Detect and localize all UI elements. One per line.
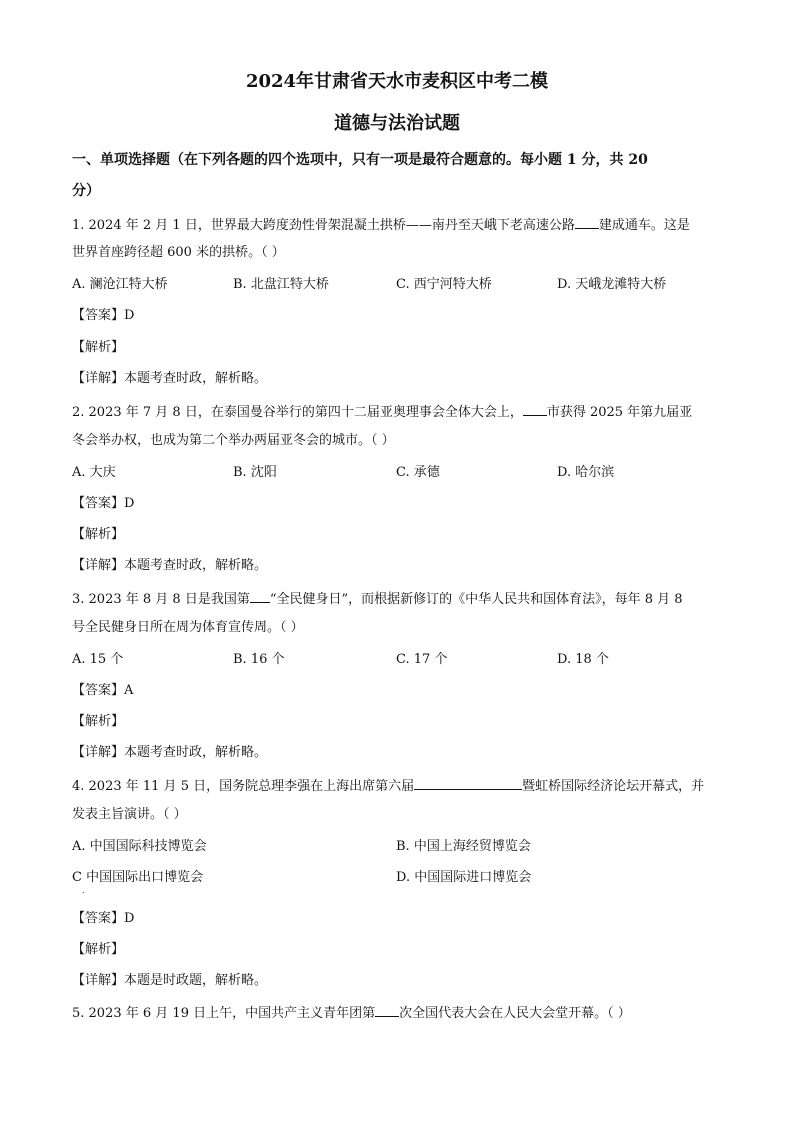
- question-4-option-c: C 中国国际出口博览会: [72, 870, 204, 885]
- question-2-option-d: D. 哈尔滨: [557, 465, 615, 480]
- question-4-answer-value: D: [124, 911, 135, 926]
- question-4-detail-text: 本题是时政题，解析略。: [124, 973, 268, 988]
- question-4-stem-line1: [72, 778, 704, 793]
- question-3-answer: [72, 684, 133, 697]
- question-3-option-d: D. 18 个: [557, 652, 609, 667]
- question-5-stem-a: 5. 2023 年 6 月 19 日上午，中国共产主义青年团第: [72, 1006, 376, 1021]
- question-2-analysis: 【解析】: [72, 527, 125, 542]
- question-3-stem-b: “全民健身日”，而根据新修订的《中华人民共和国体育法》，每年 8 月 8: [269, 592, 683, 607]
- answer-tag: 【答案】: [72, 683, 125, 698]
- detail-tag: 【详解】: [72, 973, 125, 988]
- question-1-option-a: A. 澜沧江特大桥: [72, 277, 168, 292]
- section-heading: 一、单项选择题（在下列各题的四个选项中，只有一项是最符合题意的。每小题 1 分，共 20: [72, 152, 648, 168]
- detail-tag: 【详解】: [72, 745, 125, 760]
- detail-tag: 【详解】: [72, 558, 125, 573]
- question-4-analysis: 【解析】: [72, 942, 125, 957]
- question-3-stem-line1: [72, 591, 683, 606]
- question-1-stem-line2: 世界首座跨径超 600 米的拱桥。（ ）: [72, 245, 285, 260]
- question-2-stem-b: 市获得 2025 年第九届亚: [546, 405, 693, 420]
- question-4-detail: [72, 974, 267, 987]
- stray-mark: .: [82, 886, 85, 895]
- question-4-option-d: D. 中国国际进口博览会: [396, 870, 532, 885]
- question-1-detail: [72, 372, 267, 385]
- question-2-answer: [72, 497, 134, 510]
- question-3-option-b: B. 16 个: [233, 652, 285, 667]
- question-2-option-c: C. 承德: [396, 465, 440, 480]
- answer-tag: 【答案】: [72, 308, 125, 323]
- answer-tag: 【答案】: [72, 911, 125, 926]
- question-2-answer-value: D: [124, 496, 135, 511]
- question-4-blank: [414, 778, 522, 790]
- question-3-detail: [72, 746, 267, 759]
- detail-tag: 【详解】: [72, 371, 125, 386]
- question-1-detail-text: 本题考查时政，解析略。: [124, 371, 268, 386]
- document-title: 2024年甘肃省天水市麦积区中考二模: [245, 71, 549, 92]
- question-2-option-b: B. 沈阳: [233, 465, 277, 480]
- question-1-option-d: D. 天峨龙滩特大桥: [557, 277, 667, 292]
- question-1-stem-line1: [72, 217, 690, 232]
- question-2-stem-line2: 冬会举办权，也成为第二个举办两届亚冬会的城市。（ ）: [72, 433, 395, 448]
- question-4-option-a: A. 中国国际科技博览会: [72, 839, 207, 854]
- question-1-option-b: B. 北盘江特大桥: [233, 277, 329, 292]
- question-3-option-c: C. 17 个: [396, 652, 448, 667]
- question-1-option-c: C. 西宁河特大桥: [396, 277, 492, 292]
- question-3-stem-a: 3. 2023 年 8 月 8 日是我国第: [72, 592, 250, 607]
- question-4-stem-line2: 发表主旨演讲。（ ）: [72, 807, 187, 822]
- question-5-blank: [375, 1005, 399, 1017]
- question-3-blank: [250, 591, 270, 603]
- question-1-blank: [575, 217, 599, 229]
- document-subtitle: 道德与法治试题: [334, 113, 460, 134]
- question-3-answer-value: A: [124, 683, 134, 698]
- question-3-detail-text: 本题考查时政，解析略。: [124, 745, 268, 760]
- question-1-analysis: 【解析】: [72, 340, 125, 355]
- answer-tag: 【答案】: [72, 496, 125, 511]
- question-2-detail: [72, 559, 267, 572]
- question-1-answer: [72, 309, 134, 322]
- question-4-answer: [72, 912, 134, 925]
- question-3-stem-line2: 号全民健身日所在周为体育宣传周。（ ）: [72, 620, 304, 635]
- question-3-option-a: A. 15 个: [72, 652, 124, 667]
- question-2-blank: [523, 404, 547, 416]
- question-2-option-a: A. 大庆: [72, 465, 116, 480]
- section-heading-continued: 分）: [72, 183, 100, 199]
- question-5-stem-line1: [72, 1005, 631, 1020]
- question-3-analysis: 【解析】: [72, 714, 125, 729]
- question-1-stem-a: 1. 2024 年 2 月 1 日，世界最大跨度劲性骨架混凝土拱桥——南丹至天峨下老高速公路: [72, 218, 575, 233]
- question-4-option-b: B. 中国上海经贸博览会: [396, 839, 531, 854]
- question-2-detail-text: 本题考查时政，解析略。: [124, 558, 268, 573]
- question-1-answer-value: D: [124, 308, 135, 323]
- question-1-stem-b: 建成通车。这是: [598, 218, 690, 233]
- question-5-stem-b: 次全国代表大会在人民大会堂开幕。（ ）: [399, 1006, 631, 1021]
- question-2-stem-line1: [72, 404, 692, 419]
- question-2-stem-a: 2. 2023 年 7 月 8 日，在泰国曼谷举行的第四十二届亚奥理事会全体大会上，: [72, 405, 523, 420]
- question-4-stem-a: 4. 2023 年 11 月 5 日，国务院总理李强在上海出席第六届: [72, 779, 415, 794]
- question-4-stem-b: 暨虹桥国际经济论坛开幕式，并: [522, 779, 705, 794]
